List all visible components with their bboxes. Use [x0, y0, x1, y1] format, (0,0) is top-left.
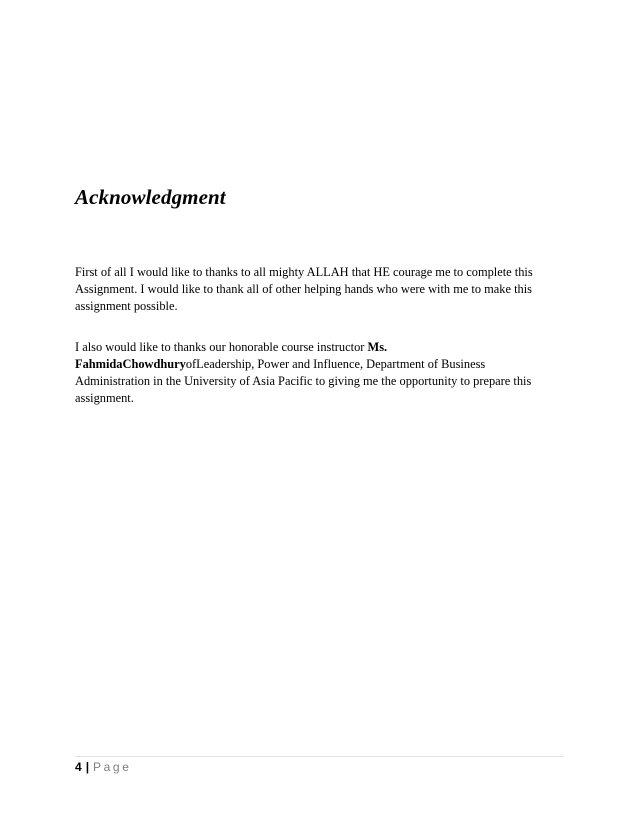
page-title: Acknowledgment — [75, 185, 226, 209]
page-footer — [75, 760, 131, 774]
paragraph-line: assignment possible. — [75, 299, 178, 313]
footer-separator: | — [85, 760, 90, 774]
paragraph-gratitude — [75, 264, 555, 315]
paragraph-text: I also would like to thanks our honorable course instructor — [75, 340, 368, 354]
page-number: 4 — [75, 760, 82, 774]
paragraph-instructor — [75, 339, 555, 407]
paragraph-line: assignment. — [75, 391, 134, 405]
instructor-name: FahmidaChowdhury — [75, 357, 186, 371]
paragraph-line — [75, 356, 555, 373]
page-label: Page — [93, 760, 132, 774]
paragraph-line — [75, 339, 555, 356]
paragraph-line: Administration in the University of Asia Pacific to giving me the opportunity to prepare this — [75, 374, 532, 388]
paragraph-line: First of all I would like to thanks to all mighty ALLAH that HE courage me to complete this — [75, 265, 533, 279]
paragraph-text: ofLeadership, Power and Influence, Department of Business — [185, 357, 486, 371]
instructor-title: Ms. — [367, 340, 388, 354]
paragraph-line: Assignment. I would like to thank all of other helping hands who were with me to make this — [75, 282, 532, 296]
footer-divider — [75, 756, 564, 757]
